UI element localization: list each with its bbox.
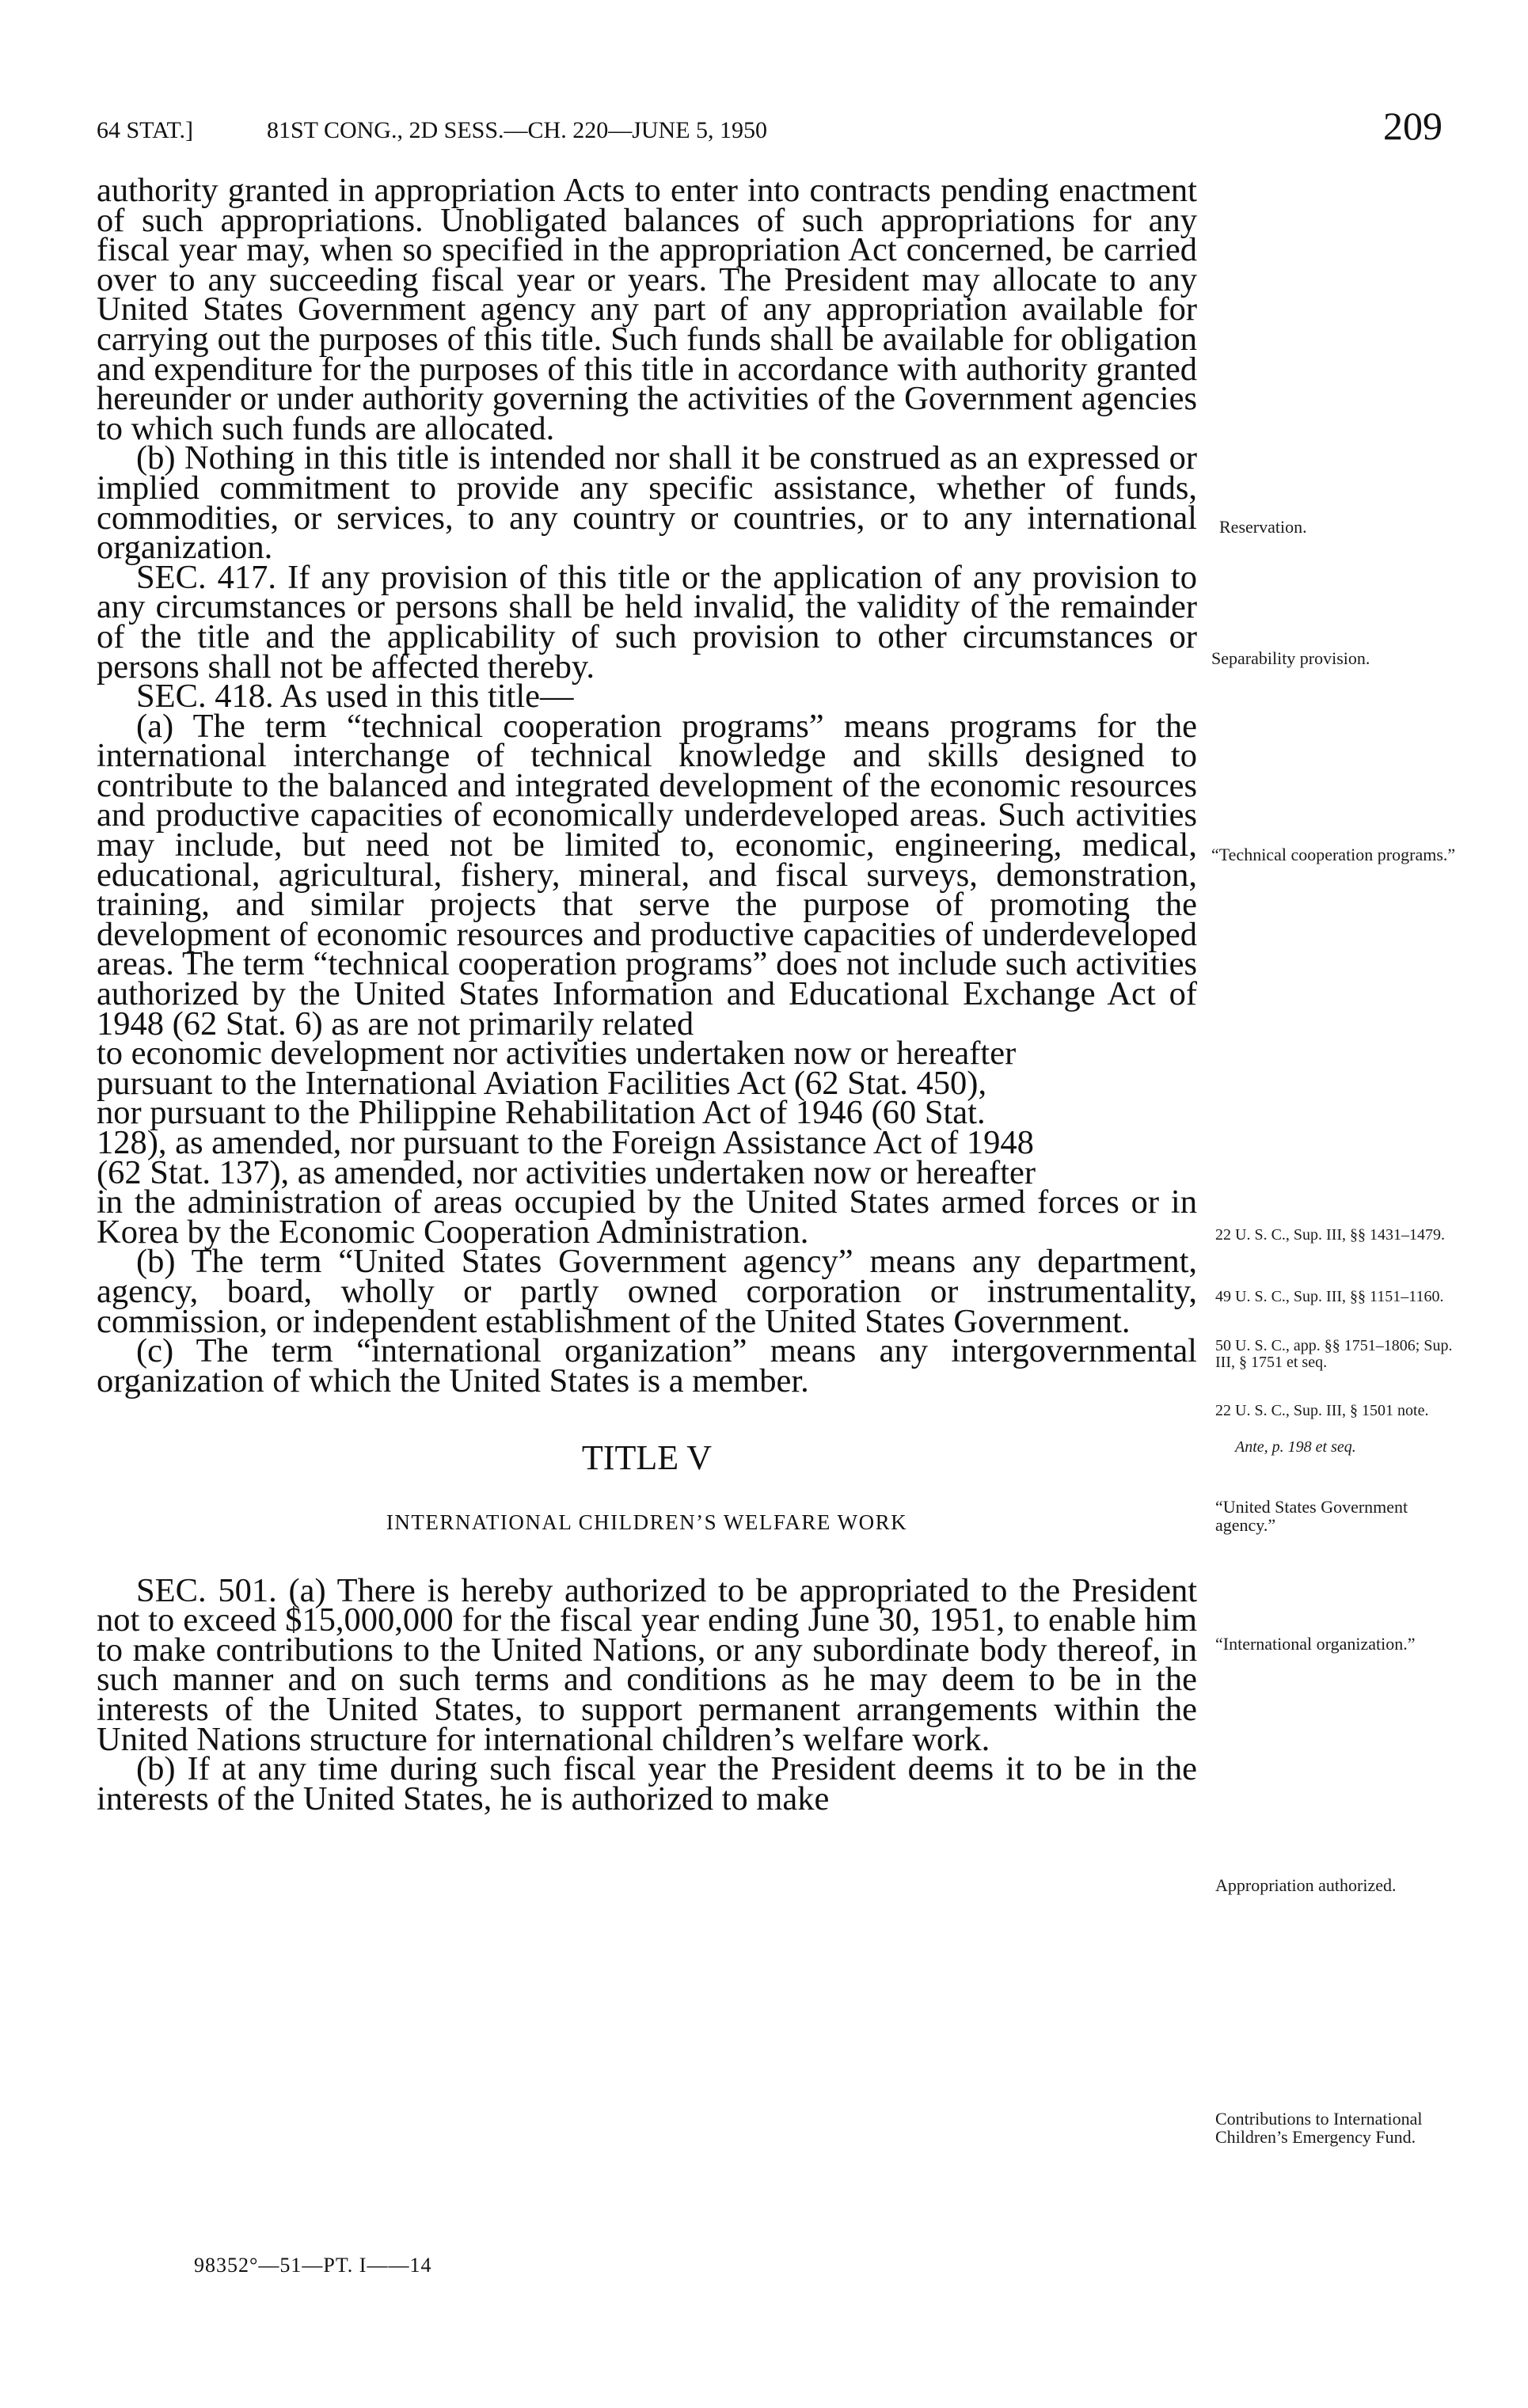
margin-note-citation: 22 U. S. C., Sup. III, § 1501 note. [1215, 1402, 1429, 1419]
page-number: 209 [1383, 104, 1442, 148]
session-chapter-date: 81ST CONG., 2D SESS.—CH. 220—JUNE 5, 1950 [267, 117, 768, 143]
section-501b: (b) If at any time during such fiscal year the President deems it to be in the interests of the United States, he is authorized to make [97, 1750, 1197, 1817]
main-text [97, 172, 1197, 1817]
section-418a [97, 707, 1197, 1251]
margin-note-intl-organization: “International organization.” [1215, 1634, 1416, 1654]
margin-note-appropriation: Appropriation authorized. [1215, 1875, 1397, 1895]
paragraph-reservation: (b) Nothing in this title is intended nor shall it be construed as an expressed or implied commitment to provide any specific assistance, whether of funds, commodities, or services, to any country or countries, or to any international organization. [97, 439, 1197, 567]
print-code: 98352°—51—PT. I——14 [194, 2254, 432, 2277]
title-subheading: INTERNATIONAL CHILDREN’S WELFARE WORK [386, 1510, 908, 1534]
margin-note-separability: Separability provision. [1211, 648, 1370, 668]
statute-volume: 64 STAT.] [97, 117, 194, 143]
section-418: SEC. 418. As used in this title— [136, 678, 574, 716]
section-417: SEC. 417. If any provision of this title or the application of any provision to any circumstances or persons shall be held invalid, the validity of the remainder of the title and the applicability of such provision to other circumstances or persons shall not be affected thereby. [97, 558, 1197, 686]
margin-note-citation: 50 U. S. C., app. §§ 1751–1806; Sup. III, § 1751 et seq. [1215, 1337, 1453, 1371]
margin-note-us-gov-agency: “United States Government agency.” [1215, 1497, 1408, 1535]
section-501a: SEC. 501. (a) There is hereby authorized to be appropriated to the President not to exceed $15,000,000 for the fiscal year ending June 30, 1951, to enable him to make contributions to the United Nations, or any subordinate body thereof, in such manner and on such terms and conditions as he may deem to be in the interests of the United States, to support permanent arrangements within the United Nations structure for international children’s welfare work. [97, 1571, 1197, 1758]
section-418c: (c) The term “international organization” means any intergovernmental organization of which the United States is a member. [97, 1332, 1197, 1400]
section-418a-text: (a) The term “technical cooperation programs” means programs for the international interchange of technical knowledge and skills designed to contribute to the balanced and integrated development of the economic resources and productive capacities of economically underdeveloped areas. Such activities may include, but need not be limited to, economic, engineering, medical, educational, agricultural, fishery, mineral, and fiscal surveys, demonstration, training, and similar projects that serve the purpose of promoting the development of economic resources and productive capacities of underdeveloped areas. The term “technical cooperation programs” does not include such activities authorized by the United States Information and Educational Exchange Act of 1948 (62 Stat. 6) as are not primarily related [97, 707, 1197, 1043]
margin-note-technical-cooperation: “Technical cooperation programs.” [1211, 845, 1456, 864]
section-418a-text: in the administration of areas occupied by the United States armed forces or in Korea by the Economic Cooperation Administration. [97, 1183, 1197, 1251]
section-418a-line: nor pursuant to the Philippine Rehabilitation Act of 1946 (60 Stat. [97, 1094, 986, 1132]
title-heading: TITLE V [581, 1438, 713, 1478]
section-418a-line: pursuant to the International Aviation Facilities Act (62 Stat. 450), [97, 1064, 987, 1102]
margin-note-citation: 22 U. S. C., Sup. III, §§ 1431–1479. [1215, 1226, 1446, 1244]
paragraph-continuation: authority granted in appropriation Acts to enter into contracts pending enactment of such appropriations. Unobligated balances of such appropriations for any fiscal year may, when so specified in the appropriation Act concerned, be carried over to any succeeding fiscal year or years. The President may allocate to any United States Government agency any part of any appropriation available for carrying out the purposes of this title. Such funds shall be available for obligation and expenditure for the purposes of this title in accordance with authority granted hereunder or under authority governing the activities of the Government agencies to which such funds are allocated. [97, 172, 1197, 447]
margin-note-contributions: Contributions to International Children’s Emergency Fund. [1215, 2109, 1423, 2147]
section-418b: (b) The term “United States Government agency” means any department, agency, board, wholly or partly owned corporation or instrumentality, commission, or independent establishment of the United States Government. [97, 1243, 1197, 1340]
page-header [97, 103, 1442, 150]
section-418a-line: (62 Stat. 137), as amended, nor activities undertaken now or hereafter [97, 1153, 1036, 1191]
margin-note-citation: Ante, p. 198 et seq. [1235, 1438, 1356, 1456]
section-418a-line: to economic development nor activities undertaken now or hereafter [97, 1035, 1017, 1073]
section-418a-line: 128), as amended, nor pursuant to the Foreign Assistance Act of 1948 [97, 1124, 1034, 1161]
margin-note-reservation: Reservation. [1219, 517, 1307, 537]
margin-note-citation: 49 U. S. C., Sup. III, §§ 1151–1160. [1215, 1288, 1444, 1305]
